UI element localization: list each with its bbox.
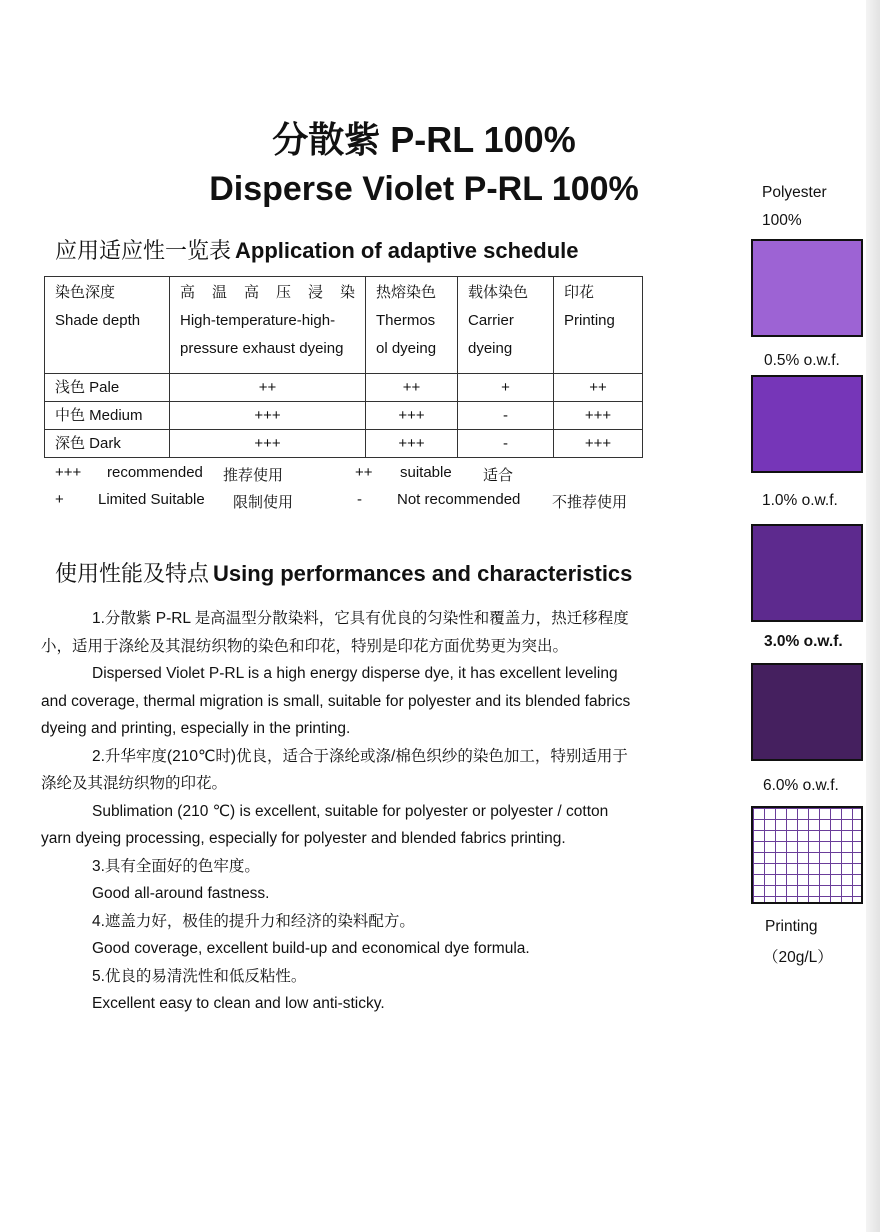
paragraph-cn: 4.遮盖力好，极佳的提升力和经济的染料配方。	[92, 912, 415, 930]
swatch-header-line2: 100%	[762, 212, 802, 229]
legend-row	[55, 491, 655, 515]
table-header-cell: 染色深度 Shade depth	[45, 277, 170, 374]
section-title-cn: 应用适应性一览表	[55, 238, 232, 263]
table-header-row	[45, 277, 643, 374]
section-title-application	[55, 234, 579, 265]
legend-row	[55, 464, 655, 488]
characteristics-text	[41, 605, 641, 1018]
row-label: 深色 Dark	[45, 430, 170, 458]
paragraph-en: Excellent easy to clean and low anti-sticky.	[92, 995, 385, 1012]
legend-symbol: ++	[355, 464, 373, 481]
table-header-cell: 热熔染色 Thermos ol dyeing	[366, 277, 458, 374]
table-cell: -	[458, 430, 554, 458]
paragraph-cn: 5.优良的易清洗性和低反粘性。	[92, 967, 307, 985]
legend-text-cn: 不推荐使用	[552, 494, 628, 511]
swatch-label: 6.0% o.w.f.	[763, 777, 839, 794]
section-title-en: Using performances and characteristics	[213, 561, 633, 586]
table-cell: ++	[366, 374, 458, 402]
section-title-en: Application of adaptive schedule	[235, 238, 579, 263]
paragraph-en: Good all-around fastness.	[92, 885, 270, 902]
legend-text-en: suitable	[400, 464, 452, 481]
legend-text-cn: 适合	[483, 467, 514, 484]
legend-symbol: +++	[55, 464, 82, 481]
table-cell: +++	[366, 430, 458, 458]
printing-amount: （20g/L）	[763, 949, 833, 966]
table-row	[45, 402, 643, 430]
legend-text-en: Limited Suitable	[98, 491, 205, 508]
color-swatch	[751, 239, 863, 337]
table-header-cell: 高 温 高 压 浸 染 High-temperature-high-pressure exhaust dyeing	[170, 277, 366, 374]
title-chinese: 分散紫 P-RL 100%	[272, 119, 576, 160]
swatch-label: 1.0% o.w.f.	[762, 492, 838, 509]
row-label: 中色 Medium	[45, 402, 170, 430]
table-cell: +++	[554, 402, 643, 430]
table-header-cell: 印花 Printing	[554, 277, 643, 374]
paragraph-en: Good coverage, excellent build-up and economical dye formula.	[92, 940, 530, 957]
paragraph-en: Dispersed Violet P-RL is a high energy disperse dye, it has excellent leveling and coverage, thermal migration is small, suitable for polyester and its blended fabrics dyeing and printing, especially in the printing.	[41, 665, 631, 737]
table-header-cell: 载体染色 Carrier dyeing	[458, 277, 554, 374]
legend-text-cn: 限制使用	[233, 494, 294, 511]
page-edge	[866, 0, 880, 1232]
table-cell: +++	[554, 430, 643, 458]
legend-symbol: +	[55, 491, 64, 508]
table-row	[45, 374, 643, 402]
color-swatch	[751, 663, 863, 761]
legend-symbol: -	[357, 491, 362, 508]
section-title-cn: 使用性能及特点	[55, 561, 210, 586]
legend-text-en: Not recommended	[397, 491, 521, 508]
table-cell: ++	[170, 374, 366, 402]
swatch-header-line1: Polyester	[762, 184, 827, 201]
application-table	[44, 276, 643, 458]
paragraph-cn: 2.升华牢度(210℃时)优良，适合于涤纶或涤/棉色织纱的染色加工，特别适用于涤纶及其混纺织物的印花。	[41, 747, 628, 792]
table-row	[45, 430, 643, 458]
legend-text-en: recommended	[107, 464, 203, 481]
table-cell: +++	[366, 402, 458, 430]
paragraph-en: Sublimation (210 ℃) is excellent, suitable for polyester or polyester / cotton yarn dyeing processing, especially for polyester and blended fabrics printing.	[41, 802, 609, 847]
color-swatch	[751, 524, 863, 622]
legend-text-cn: 推荐使用	[223, 467, 284, 484]
table-cell: +++	[170, 402, 366, 430]
table-cell: +	[458, 374, 554, 402]
printing-label: Printing	[765, 918, 818, 935]
row-label: 浅色 Pale	[45, 374, 170, 402]
section-title-performance	[55, 557, 632, 588]
color-swatch	[751, 375, 863, 473]
title-english: Disperse Violet P-RL 100%	[209, 170, 639, 208]
table-cell: ++	[554, 374, 643, 402]
paragraph-cn: 3.具有全面好的色牢度。	[92, 857, 260, 875]
paragraph-cn: 1.分散紫 P-RL 是高温型分散染料，它具有优良的匀染性和覆盖力，热迁移程度小，适用于涤纶及其混纺织物的染色和印花，特别是印花方面优势更为突出。	[41, 610, 629, 655]
swatch-label: 0.5% o.w.f.	[764, 352, 840, 369]
swatch-label: 3.0% o.w.f.	[764, 633, 843, 650]
table-cell: +++	[170, 430, 366, 458]
table-cell: -	[458, 402, 554, 430]
printing-grid-swatch	[751, 806, 863, 904]
